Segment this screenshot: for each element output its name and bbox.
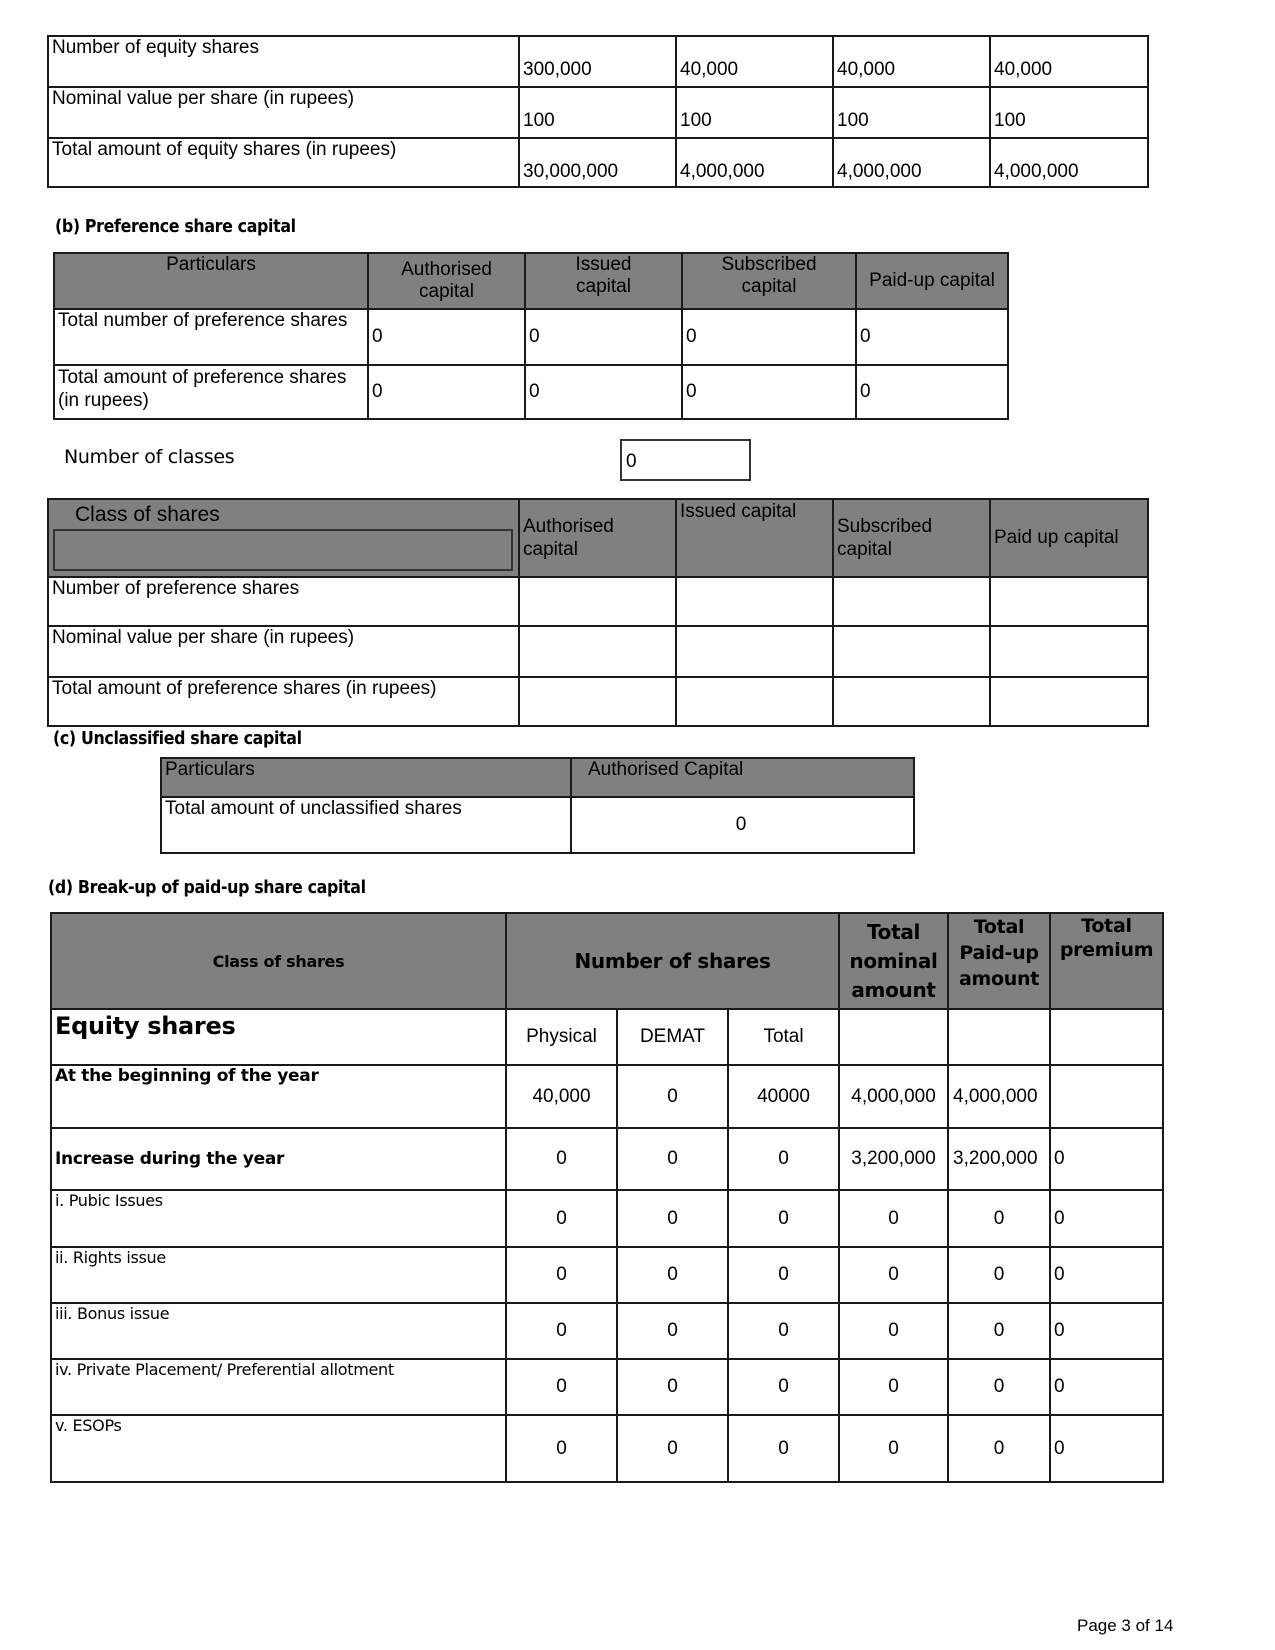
subheader-total: Total — [728, 1009, 839, 1065]
physical-value: 0 — [506, 1359, 617, 1415]
subscribed-value[interactable] — [833, 626, 990, 677]
table-row — [51, 1065, 1163, 1128]
col-header-paidup-amount: Total Paid-up amount — [948, 913, 1050, 1009]
issued-value: 100 — [676, 87, 833, 138]
table-row — [54, 309, 1008, 365]
col-header-premium: Total premium — [1050, 913, 1163, 1009]
physical-value: 0 — [506, 1190, 617, 1247]
col-header-subscribed: Subscribed capital — [833, 499, 990, 577]
number-of-classes-input[interactable]: 0 — [620, 439, 751, 481]
total-value: 0 — [728, 1190, 839, 1247]
class-of-shares-label: Class of shares — [75, 503, 220, 526]
col-header-issued: Issued capital — [525, 253, 682, 309]
paidup-value: 100 — [990, 87, 1148, 138]
table-header-row — [48, 499, 1148, 577]
subscribed-value: 0 — [682, 365, 856, 419]
issued-value: 0 — [525, 309, 682, 365]
section-title-unclassified: (c) Unclassified share capital — [53, 728, 302, 749]
paidup-amount-value: 3,200,000 — [948, 1128, 1050, 1190]
premium-value: 0 — [1050, 1415, 1163, 1482]
subscribed-value: 4,000,000 — [833, 138, 990, 187]
row-label: Nominal value per share (in rupees) — [48, 87, 519, 138]
table-row — [48, 577, 1148, 626]
issued-value: 4,000,000 — [676, 138, 833, 187]
table-row — [51, 1303, 1163, 1359]
demat-value: 0 — [617, 1359, 728, 1415]
table-header-row — [54, 253, 1008, 309]
row-label: Number of preference shares — [48, 577, 519, 626]
table-row — [51, 1128, 1163, 1190]
authorised-value[interactable] — [519, 577, 676, 626]
subheader-physical: Physical — [506, 1009, 617, 1065]
nominal-amount-value: 0 — [839, 1359, 948, 1415]
total-value: 0 — [728, 1415, 839, 1482]
row-label: i. Pubic Issues — [51, 1190, 506, 1247]
equity-capital-table — [47, 35, 1149, 188]
paidup-value: 4,000,000 — [990, 138, 1148, 187]
physical-value: 0 — [506, 1303, 617, 1359]
paidup-value: 0 — [856, 365, 1008, 419]
demat-value: 0 — [617, 1190, 728, 1247]
col-header-authorised: Authorised capital — [368, 253, 525, 309]
row-label: v. ESOPs — [51, 1415, 506, 1482]
nominal-amount-value: 0 — [839, 1415, 948, 1482]
empty-cell — [839, 1009, 948, 1065]
premium-value: 0 — [1050, 1190, 1163, 1247]
unclassified-capital-table — [160, 757, 915, 854]
col-header-class — [48, 499, 519, 577]
empty-cell — [1050, 1009, 1163, 1065]
physical-value: 40,000 — [506, 1065, 617, 1128]
table-header-row — [51, 913, 1163, 1009]
table-row — [161, 797, 914, 853]
row-label: Increase during the year — [51, 1128, 506, 1190]
row-label: Number of equity shares — [48, 36, 519, 87]
authorised-value: 30,000,000 — [519, 138, 676, 187]
nominal-amount-value: 0 — [839, 1190, 948, 1247]
paidup-value: 40,000 — [990, 36, 1148, 87]
table-row — [51, 1009, 1163, 1065]
nominal-amount-value: 3,200,000 — [839, 1128, 948, 1190]
premium-value: 0 — [1050, 1359, 1163, 1415]
demat-value: 0 — [617, 1303, 728, 1359]
premium-value: 0 — [1050, 1303, 1163, 1359]
equity-shares-label: Equity shares — [51, 1009, 506, 1065]
class-of-shares-input[interactable] — [53, 529, 513, 571]
paidup-amount-value: 0 — [948, 1190, 1050, 1247]
subscribed-value[interactable] — [833, 677, 990, 726]
issued-value: 0 — [525, 365, 682, 419]
col-header-issued: Issued capital — [676, 499, 833, 577]
subscribed-value[interactable] — [833, 577, 990, 626]
table-row — [51, 1190, 1163, 1247]
preference-capital-table — [53, 252, 1009, 420]
nominal-amount-value: 4,000,000 — [839, 1065, 948, 1128]
col-header-number-of-shares: Number of shares — [506, 913, 839, 1009]
paidup-value[interactable] — [990, 577, 1148, 626]
table-row — [51, 1415, 1163, 1482]
page-number: Page 3 of 14 — [1077, 1616, 1174, 1635]
paidup-amount-value: 0 — [948, 1247, 1050, 1303]
col-header-nominal-amount: Total nominal amount — [839, 913, 948, 1009]
total-value: 0 — [728, 1359, 839, 1415]
total-value: 40000 — [728, 1065, 839, 1128]
demat-value: 0 — [617, 1065, 728, 1128]
table-row — [48, 138, 1148, 187]
table-header-row — [161, 758, 914, 797]
col-header-authorised: Authorised capital — [519, 499, 676, 577]
authorised-value: 0 — [368, 365, 525, 419]
col-header-class: Class of shares — [51, 913, 506, 1009]
breakup-capital-table — [50, 912, 1164, 1483]
paidup-value[interactable] — [990, 626, 1148, 677]
paidup-amount-value: 4,000,000 — [948, 1065, 1050, 1128]
physical-value: 0 — [506, 1128, 617, 1190]
row-label: Total amount of preference shares (in rupees) — [48, 677, 519, 726]
paidup-value[interactable] — [990, 677, 1148, 726]
demat-value: 0 — [617, 1415, 728, 1482]
section-title-preference: (b) Preference share capital — [55, 216, 296, 237]
premium-value: 0 — [1050, 1247, 1163, 1303]
issued-value[interactable] — [676, 577, 833, 626]
authorised-value[interactable] — [519, 677, 676, 726]
issued-value[interactable] — [676, 626, 833, 677]
demat-value: 0 — [617, 1247, 728, 1303]
col-header-authorised: Authorised Capital — [571, 758, 914, 797]
paidup-amount-value: 0 — [948, 1303, 1050, 1359]
total-value: 0 — [728, 1303, 839, 1359]
issued-value: 40,000 — [676, 36, 833, 87]
authorised-value: 100 — [519, 87, 676, 138]
row-label: Total amount of equity shares (in rupees) — [48, 138, 519, 187]
table-row — [48, 87, 1148, 138]
row-label: At the beginning of the year — [51, 1065, 506, 1128]
row-label: iv. Private Placement/ Preferential allotment — [51, 1359, 506, 1415]
authorised-value: 300,000 — [519, 36, 676, 87]
authorised-value[interactable] — [519, 626, 676, 677]
nominal-amount-value: 0 — [839, 1303, 948, 1359]
physical-value: 0 — [506, 1247, 617, 1303]
table-row — [48, 626, 1148, 677]
row-label: Total amount of preference shares (in rupees) — [54, 365, 368, 419]
col-header-paidup: Paid-up capital — [856, 253, 1008, 309]
demat-value: 0 — [617, 1128, 728, 1190]
total-value: 0 — [728, 1128, 839, 1190]
premium-value — [1050, 1065, 1163, 1128]
preference-class-table — [47, 498, 1149, 727]
total-value: 0 — [728, 1247, 839, 1303]
nominal-amount-value: 0 — [839, 1247, 948, 1303]
authorised-value: 0 — [368, 309, 525, 365]
row-label: Total amount of unclassified shares — [161, 797, 571, 853]
authorised-value: 0 — [571, 797, 914, 853]
row-label: Total number of preference shares — [54, 309, 368, 365]
paidup-amount-value: 0 — [948, 1359, 1050, 1415]
table-row — [48, 677, 1148, 726]
paidup-value: 0 — [856, 309, 1008, 365]
paidup-amount-value: 0 — [948, 1415, 1050, 1482]
table-row — [48, 36, 1148, 87]
row-label: Nominal value per share (in rupees) — [48, 626, 519, 677]
row-label: ii. Rights issue — [51, 1247, 506, 1303]
table-row — [54, 365, 1008, 419]
col-header-particulars: Particulars — [54, 253, 368, 309]
col-header-particulars: Particulars — [161, 758, 571, 797]
subscribed-value: 40,000 — [833, 36, 990, 87]
col-header-subscribed: Subscribed capital — [682, 253, 856, 309]
subscribed-value: 0 — [682, 309, 856, 365]
number-of-classes-label: Number of classes — [64, 446, 235, 468]
table-row — [51, 1359, 1163, 1415]
issued-value[interactable] — [676, 677, 833, 726]
section-title-breakup: (d) Break-up of paid-up share capital — [48, 877, 366, 898]
empty-cell — [948, 1009, 1050, 1065]
subheader-demat: DEMAT — [617, 1009, 728, 1065]
physical-value: 0 — [506, 1415, 617, 1482]
col-header-paidup: Paid up capital — [990, 499, 1148, 577]
premium-value: 0 — [1050, 1128, 1163, 1190]
subscribed-value: 100 — [833, 87, 990, 138]
table-row — [51, 1247, 1163, 1303]
row-label: iii. Bonus issue — [51, 1303, 506, 1359]
